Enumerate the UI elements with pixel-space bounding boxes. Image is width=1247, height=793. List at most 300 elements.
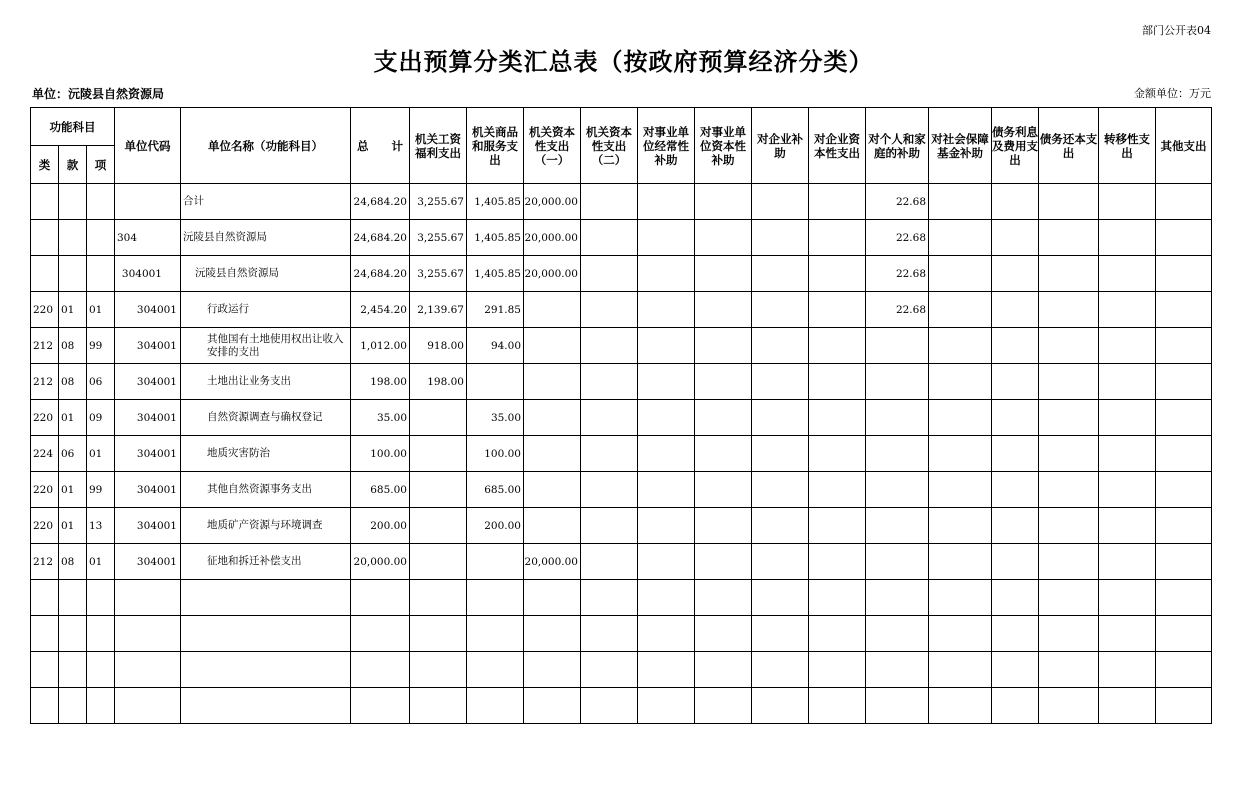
cell-empty [866,652,929,688]
cell-amount [929,400,992,436]
cell-amount [638,256,695,292]
cell-amount [809,292,866,328]
cell-empty [929,652,992,688]
cell-unit-code: 304001 [115,400,181,436]
cell-amount [1156,292,1212,328]
cell-amount: 100.00 [467,436,524,472]
cell-empty [581,688,638,724]
cell-amount [410,400,467,436]
header-col: 机关商品和服务支出 [467,108,524,184]
cell-empty [809,688,866,724]
cell-amount [524,436,581,472]
cell-empty [115,616,181,652]
cell-amount [752,328,809,364]
cell-empty [59,616,87,652]
cell-amount: 3,255.67 [410,256,467,292]
cell-amount: 918.00 [410,328,467,364]
cell-amount [809,364,866,400]
cell-amount: 200.00 [467,508,524,544]
cell-empty [581,616,638,652]
cell-amount: 22.68 [866,220,929,256]
cell-unit-name: 沅陵县自然资源局 [181,256,351,292]
cell-kuan: 01 [59,400,87,436]
cell-lei: 220 [31,400,59,436]
unit-label: 单位：沅陵县自然资源局 [32,87,165,101]
cell-amount [410,544,467,580]
cell-amount [752,544,809,580]
cell-empty [1099,616,1156,652]
cell-empty [181,652,351,688]
cell-empty [1156,688,1212,724]
cell-total: 685.00 [351,472,410,508]
cell-empty [87,580,115,616]
cell-amount [1039,292,1099,328]
header-total: 总 计 [351,108,410,184]
cell-amount [581,328,638,364]
table-row [31,220,1212,256]
cell-amount [581,472,638,508]
cell-xiang: 99 [87,472,115,508]
amount-unit-label: 金额单位：万元 [1134,87,1211,100]
cell-amount [1156,220,1212,256]
cell-empty [467,580,524,616]
cell-unit-code: 304001 [115,508,181,544]
cell-amount [1099,436,1156,472]
cell-unit-name: 征地和拆迁补偿支出 [181,544,351,580]
cell-amount [866,544,929,580]
cell-lei: 220 [31,472,59,508]
table-row [31,256,1212,292]
cell-amount [1156,544,1212,580]
cell-empty [1156,580,1212,616]
cell-kuan: 01 [59,472,87,508]
cell-amount [866,436,929,472]
cell-empty [809,652,866,688]
cell-empty [1039,652,1099,688]
cell-empty [1099,688,1156,724]
cell-amount [410,508,467,544]
cell-amount [1039,472,1099,508]
cell-amount [866,508,929,544]
cell-kuan: 08 [59,328,87,364]
cell-empty [87,616,115,652]
cell-amount [1039,184,1099,220]
cell-unit-name: 其他自然资源事务支出 [181,472,351,508]
cell-amount [638,436,695,472]
cell-lei: 220 [31,292,59,328]
cell-lei: 212 [31,544,59,580]
cell-amount [695,328,752,364]
cell-amount [1039,256,1099,292]
table-row-empty [31,688,1212,724]
cell-empty [695,652,752,688]
cell-amount [1156,256,1212,292]
cell-amount [1156,472,1212,508]
cell-kuan: 06 [59,436,87,472]
cell-amount: 1,405.85 [467,220,524,256]
cell-amount [581,292,638,328]
cell-empty [1099,652,1156,688]
cell-amount [695,544,752,580]
cell-empty [929,688,992,724]
cell-amount [809,220,866,256]
cell-kuan: 01 [59,292,87,328]
cell-unit-code [115,184,181,220]
table-row [31,364,1212,400]
cell-xiang [87,220,115,256]
cell-amount [1156,508,1212,544]
cell-amount [638,472,695,508]
cell-kuan [59,256,87,292]
cell-empty [351,652,410,688]
cell-empty [351,580,410,616]
table-row [31,184,1212,220]
cell-empty [866,688,929,724]
cell-empty [467,652,524,688]
table-row [31,544,1212,580]
cell-amount [1039,364,1099,400]
cell-amount [1099,292,1156,328]
form-number: 部门公开表04 [1142,24,1211,37]
cell-empty [31,652,59,688]
cell-amount [1039,508,1099,544]
cell-empty [351,616,410,652]
cell-empty [87,652,115,688]
cell-empty [524,688,581,724]
cell-amount [752,292,809,328]
cell-empty [638,652,695,688]
cell-empty [181,616,351,652]
header-col: 对个人和家庭的补助 [866,108,929,184]
cell-unit-code: 304001 [115,472,181,508]
cell-unit-name: 其他国有土地使用权出让收入安排的支出 [181,328,351,364]
cell-amount [1099,508,1156,544]
cell-total: 198.00 [351,364,410,400]
cell-empty [467,616,524,652]
budget-table [30,107,1212,724]
cell-unit-name: 沅陵县自然资源局 [181,220,351,256]
cell-amount [929,292,992,328]
cell-total: 1,012.00 [351,328,410,364]
cell-amount [866,472,929,508]
cell-amount: 3,255.67 [410,184,467,220]
cell-amount [752,256,809,292]
cell-amount [752,184,809,220]
cell-amount [410,436,467,472]
cell-amount [638,508,695,544]
cell-amount: 35.00 [467,400,524,436]
cell-amount [809,328,866,364]
cell-empty [929,616,992,652]
cell-empty [181,580,351,616]
table-row [31,328,1212,364]
cell-total: 24,684.20 [351,256,410,292]
cell-amount [929,364,992,400]
header-kuan: 款 [59,146,87,184]
cell-lei: 220 [31,508,59,544]
cell-amount [695,220,752,256]
cell-amount [695,472,752,508]
cell-empty [181,688,351,724]
cell-unit-name: 合计 [181,184,351,220]
cell-amount [581,400,638,436]
table-row-empty [31,616,1212,652]
cell-xiang [87,256,115,292]
cell-empty [752,616,809,652]
cell-amount: 198.00 [410,364,467,400]
cell-amount [929,328,992,364]
cell-empty [410,580,467,616]
cell-empty [581,580,638,616]
cell-amount [752,436,809,472]
cell-xiang: 01 [87,544,115,580]
cell-amount [1039,220,1099,256]
cell-amount [638,292,695,328]
cell-empty [31,616,59,652]
cell-unit-name: 地质灾害防治 [181,436,351,472]
cell-amount: 22.68 [866,292,929,328]
cell-empty [31,688,59,724]
cell-amount [992,256,1039,292]
cell-amount [1099,184,1156,220]
cell-empty [809,616,866,652]
cell-total: 200.00 [351,508,410,544]
cell-xiang: 99 [87,328,115,364]
cell-amount: 1,405.85 [467,256,524,292]
cell-amount [1099,400,1156,436]
cell-amount [638,364,695,400]
cell-lei: 212 [31,364,59,400]
cell-amount [866,364,929,400]
cell-empty [115,652,181,688]
cell-amount [524,292,581,328]
cell-amount [992,328,1039,364]
cell-empty [1039,580,1099,616]
cell-amount [695,184,752,220]
cell-total: 20,000.00 [351,544,410,580]
cell-amount [1039,544,1099,580]
cell-amount: 291.85 [467,292,524,328]
cell-amount [638,328,695,364]
cell-amount [929,508,992,544]
cell-amount [1099,220,1156,256]
cell-empty [59,652,87,688]
page-title: 支出预算分类汇总表（按政府预算经济分类） [373,48,874,76]
cell-amount [809,436,866,472]
cell-amount [809,472,866,508]
cell-amount [992,292,1039,328]
cell-amount [1099,256,1156,292]
header-unit-code: 单位代码 [115,108,181,184]
cell-amount [809,184,866,220]
cell-amount [992,220,1039,256]
cell-amount [992,184,1039,220]
header-col: 其他支出 [1156,108,1212,184]
cell-empty [467,688,524,724]
cell-lei: 212 [31,328,59,364]
cell-unit-name: 土地出让业务支出 [181,364,351,400]
cell-empty [638,688,695,724]
cell-total: 100.00 [351,436,410,472]
header-col: 转移性支出 [1099,108,1156,184]
cell-empty [809,580,866,616]
header-col: 机关工资福利支出 [410,108,467,184]
header-unit-name: 单位名称（功能科目） [181,108,351,184]
cell-amount [581,256,638,292]
cell-xiang: 09 [87,400,115,436]
cell-amount [1156,184,1212,220]
cell-amount [581,184,638,220]
header-xiang: 项 [87,146,115,184]
cell-amount [524,400,581,436]
cell-amount [752,508,809,544]
cell-amount: 22.68 [866,184,929,220]
cell-unit-code: 304 [115,220,181,256]
cell-empty [992,688,1039,724]
cell-empty [31,580,59,616]
cell-amount [524,472,581,508]
cell-amount [695,400,752,436]
cell-empty [638,580,695,616]
cell-empty [1156,616,1212,652]
cell-empty [1099,580,1156,616]
cell-amount [929,544,992,580]
cell-amount [638,184,695,220]
cell-amount [752,220,809,256]
header-col: 对企业补助 [752,108,809,184]
cell-amount: 1,405.85 [467,184,524,220]
cell-amount [992,544,1039,580]
cell-amount [524,508,581,544]
cell-amount [581,544,638,580]
cell-amount [1099,472,1156,508]
cell-empty [524,616,581,652]
cell-amount: 22.68 [866,256,929,292]
cell-lei: 224 [31,436,59,472]
cell-kuan [59,184,87,220]
cell-amount [809,400,866,436]
cell-amount [638,544,695,580]
cell-amount: 20,000.00 [524,544,581,580]
cell-kuan: 08 [59,364,87,400]
cell-amount [581,436,638,472]
table-row [31,436,1212,472]
cell-empty [59,580,87,616]
table-row [31,400,1212,436]
cell-amount [1156,328,1212,364]
cell-unit-name: 自然资源调查与确权登记 [181,400,351,436]
cell-xiang: 01 [87,292,115,328]
header-col: 对事业单位经常性补助 [638,108,695,184]
cell-amount [992,508,1039,544]
cell-amount: 94.00 [467,328,524,364]
cell-empty [115,580,181,616]
cell-unit-code: 304001 [115,544,181,580]
cell-empty [351,688,410,724]
cell-unit-code: 304001 [115,292,181,328]
cell-amount [695,364,752,400]
header-lei: 类 [31,146,59,184]
cell-kuan: 08 [59,544,87,580]
cell-amount [467,364,524,400]
cell-amount [866,400,929,436]
cell-amount [1099,544,1156,580]
cell-unit-name: 地质矿产资源与环境调查 [181,508,351,544]
cell-empty [695,580,752,616]
cell-amount [929,436,992,472]
cell-empty [866,580,929,616]
cell-amount [929,256,992,292]
cell-amount [866,328,929,364]
table-row [31,292,1212,328]
cell-unit-code: 304001 [115,364,181,400]
cell-amount [695,292,752,328]
cell-amount [524,364,581,400]
cell-empty [1156,652,1212,688]
table-body [31,184,1212,724]
cell-xiang: 13 [87,508,115,544]
cell-unit-name: 行政运行 [181,292,351,328]
cell-amount [752,364,809,400]
cell-amount [524,328,581,364]
cell-amount [752,472,809,508]
cell-amount [809,256,866,292]
cell-amount [809,544,866,580]
cell-unit-code: 304001 [115,256,181,292]
cell-amount [929,472,992,508]
cell-empty [59,688,87,724]
cell-amount [992,436,1039,472]
cell-amount [1156,400,1212,436]
cell-amount [581,220,638,256]
cell-empty [115,688,181,724]
cell-lei [31,220,59,256]
cell-total: 2,454.20 [351,292,410,328]
cell-empty [410,688,467,724]
cell-total: 24,684.20 [351,184,410,220]
cell-amount [992,400,1039,436]
header-col: 机关资本性支出（一） [524,108,581,184]
cell-amount [1156,364,1212,400]
cell-amount [992,364,1039,400]
cell-amount [410,472,467,508]
cell-amount [581,508,638,544]
cell-amount: 3,255.67 [410,220,467,256]
cell-amount [638,220,695,256]
header-col: 对事业单位资本性补助 [695,108,752,184]
cell-total: 24,684.20 [351,220,410,256]
cell-amount [1099,328,1156,364]
cell-empty [524,580,581,616]
cell-amount [1156,436,1212,472]
cell-empty [1039,688,1099,724]
cell-amount [992,472,1039,508]
cell-total: 35.00 [351,400,410,436]
cell-empty [992,616,1039,652]
cell-amount [581,364,638,400]
header-col: 机关资本性支出（二） [581,108,638,184]
cell-amount [695,508,752,544]
cell-empty [1039,616,1099,652]
cell-amount [638,400,695,436]
cell-empty [992,580,1039,616]
cell-lei [31,256,59,292]
table-row [31,472,1212,508]
cell-unit-code: 304001 [115,436,181,472]
cell-amount: 20,000.00 [524,220,581,256]
cell-unit-code: 304001 [115,328,181,364]
table-row-empty [31,652,1212,688]
